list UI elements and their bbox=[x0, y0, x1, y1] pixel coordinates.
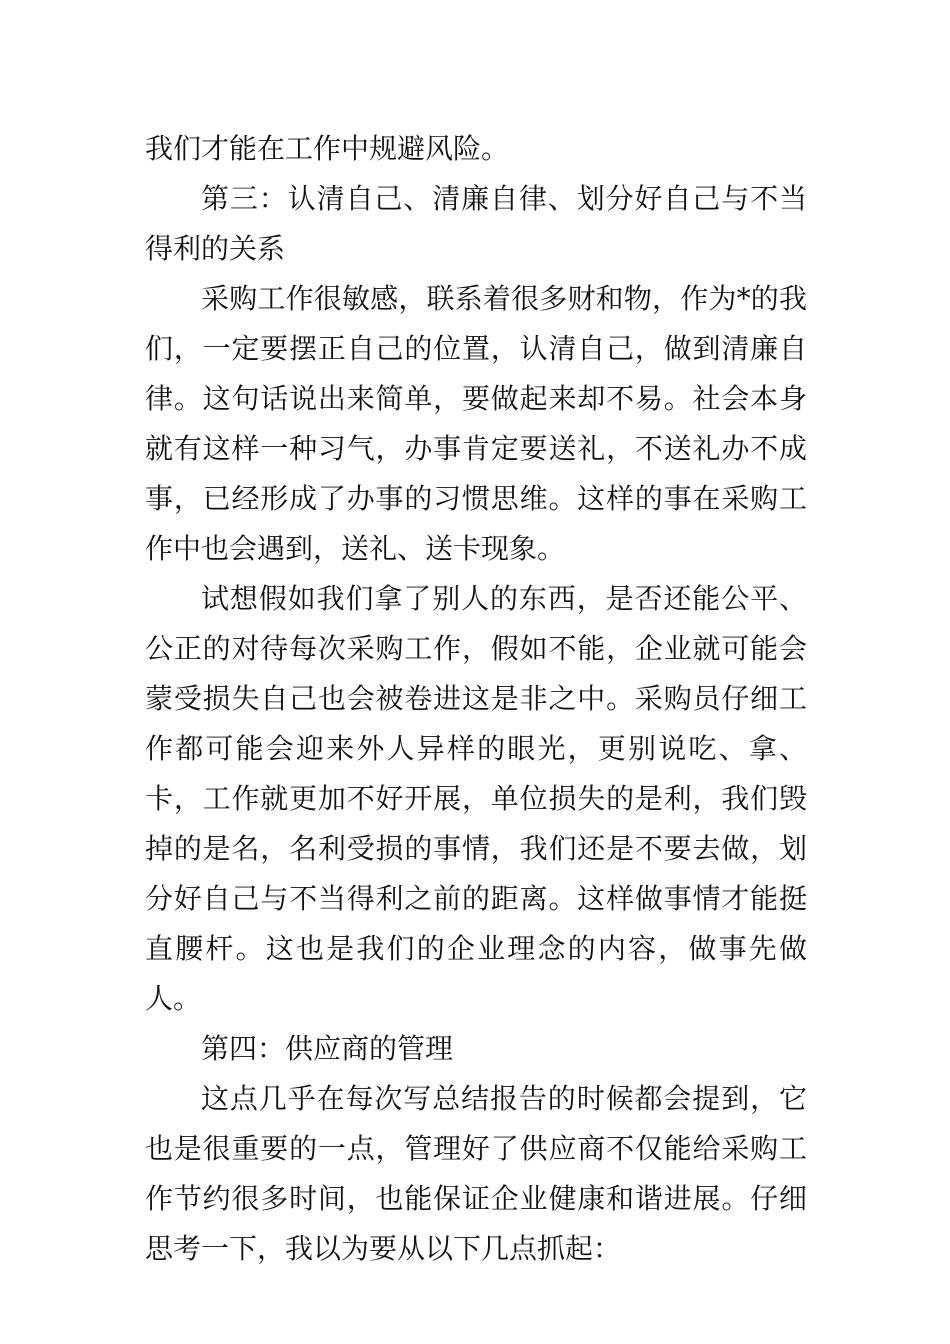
paragraph: 试想假如我们拿了别人的东西，是否还能公平、公正的对待每次采购工作，假如不能，企业就可能会蒙受损失自己也会被卷进这是非之中。采购员仔细工作都可能会迎来外人异样的眼光，更别说吃、拿、卡，工作就更加不好开展，单位损失的是利，我们毁掉的是名，名利受损的事情，我们还是不要去做，划分好自己与不当得利之前的距离。这样做事情才能挺直腰杆。这也是我们的企业理念的内容，做事先做人。 bbox=[145, 582, 807, 1015]
section-heading-four: 第四：供应商的管理 bbox=[201, 1032, 454, 1065]
document-body bbox=[145, 124, 807, 1274]
paragraph: 采购工作很敏感，联系着很多财和物，作为*的我们，一定要摆正自己的位置，认清自己，做到清廉自律。这句话说出来简单，要做起来却不易。社会本身就有这样一种习气，办事肯定要送礼，不送礼办不成事，已经形成了办事的习惯思维。这样的事在采购工作中也会遇到，送礼、送卡现象。 bbox=[145, 282, 807, 565]
section-heading-three: 第三：认清自己、清廉自律、划分好自己与不当得利的关系 bbox=[145, 182, 807, 265]
paragraph: 这点几乎在每次写总结报告的时候都会提到，它也是很重要的一点，管理好了供应商不仅能给采购工作节约很多时间，也能保证企业健康和谐进展。仔细思考一下，我以为要从以下几点抓起： bbox=[145, 1082, 807, 1265]
paragraph-continuation: 我们才能在工作中规避风险。 bbox=[145, 132, 510, 165]
